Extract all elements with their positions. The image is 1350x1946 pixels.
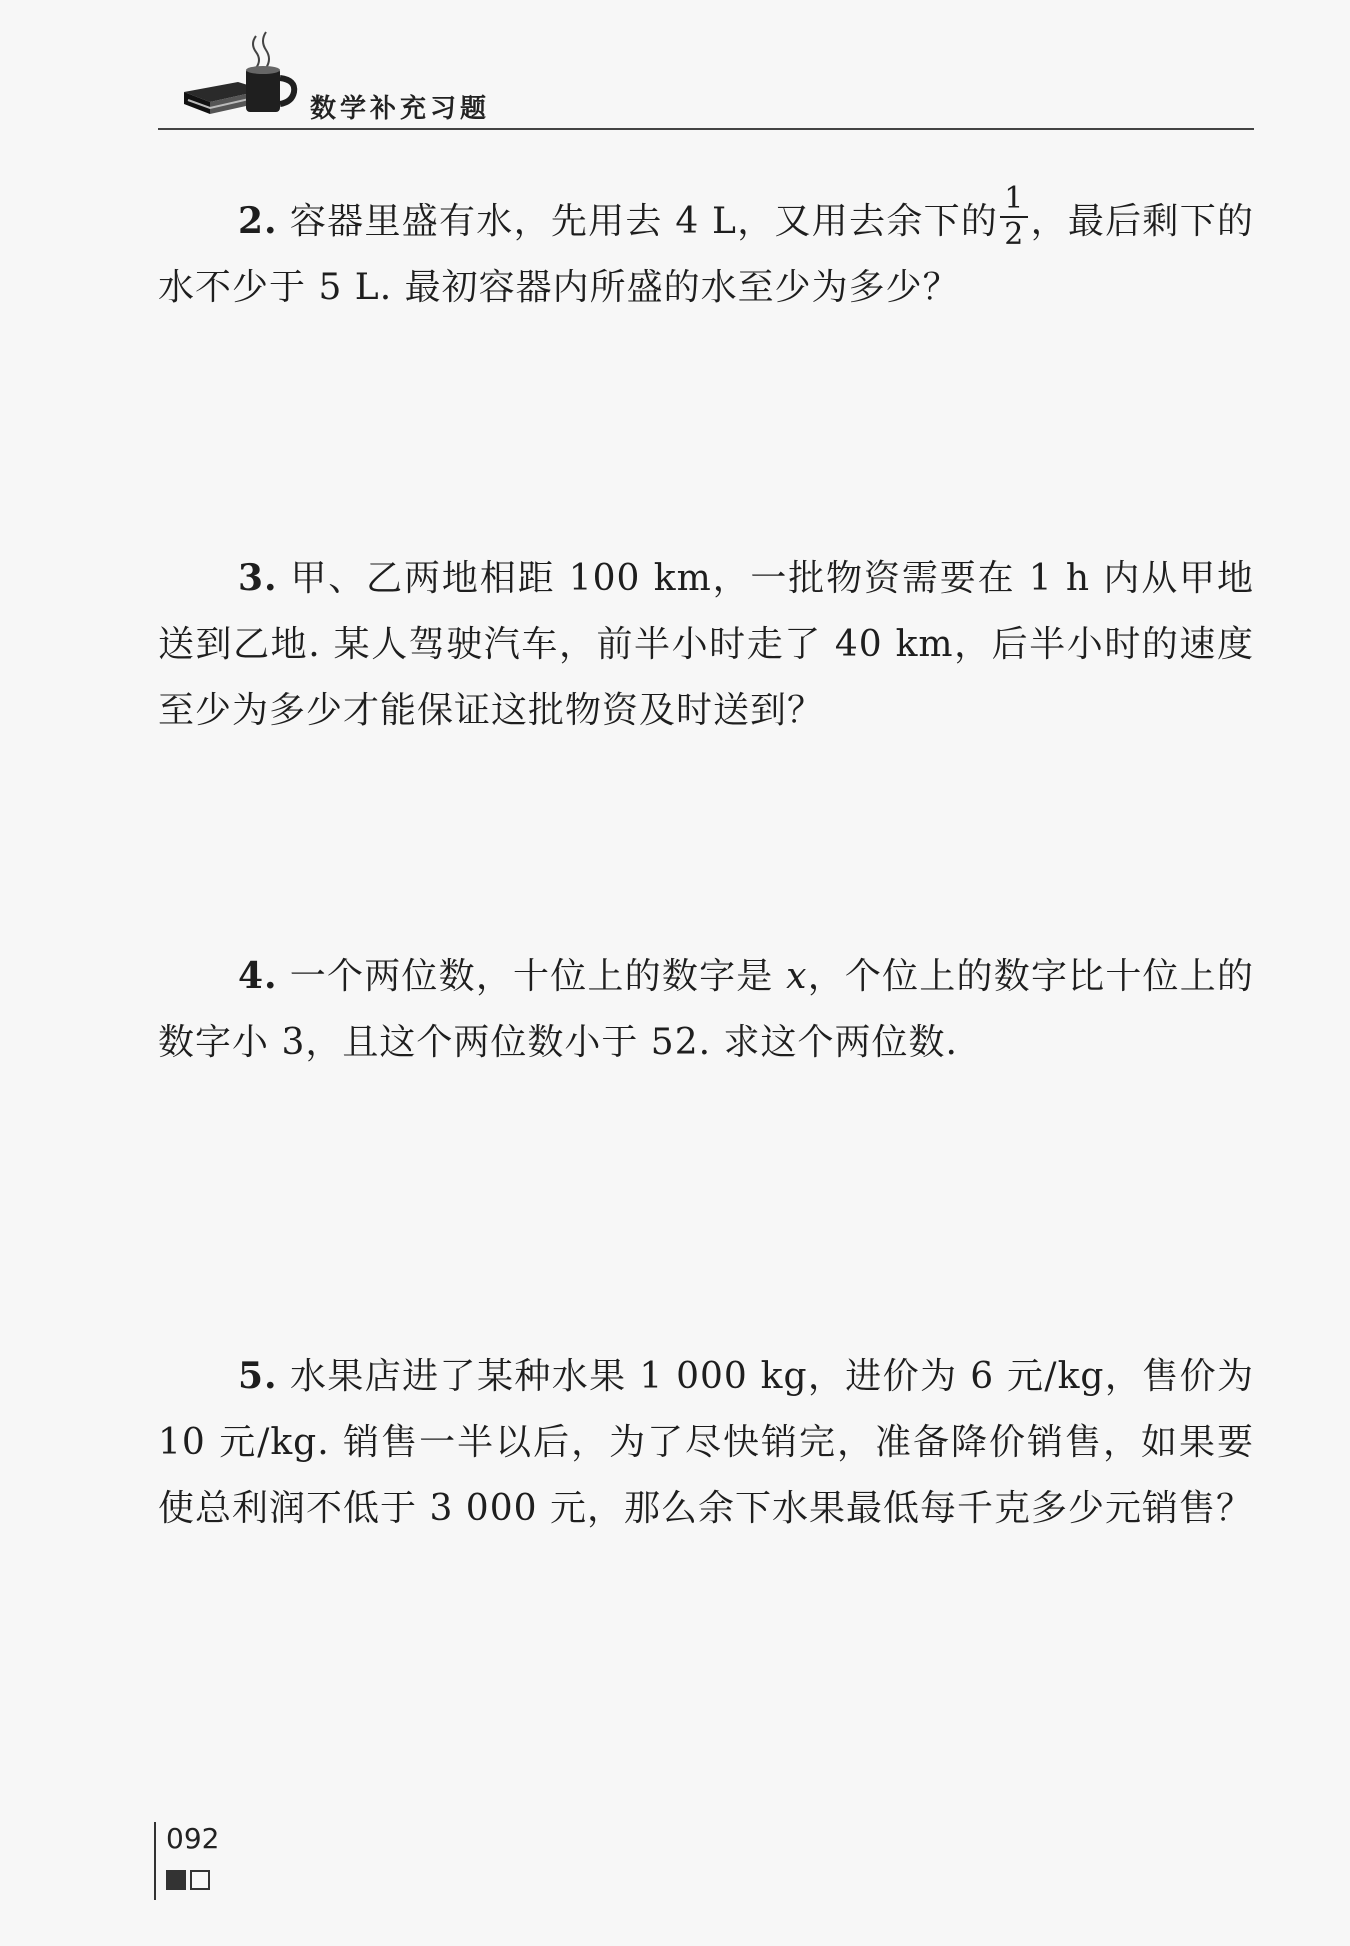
- fraction-one-half: [1000, 181, 1028, 252]
- page-number: 092: [166, 1822, 220, 1855]
- problem-number: 2.: [238, 200, 278, 242]
- problem-text: 一个两位数，十位上的数字是: [289, 956, 774, 997]
- variable-x: x: [786, 956, 808, 997]
- problem-text: 水果店进了某种水果 1 000 kg，进价为 6 元/kg，售价为 10 元/kg. 销售一半以后，为了尽快销完，准备降价销售，如果要使总利润不低于 3 000 元，那么余下水果最低每千克多少元销售？: [158, 1356, 1254, 1529]
- problem-4: [158, 943, 1254, 1076]
- fraction-numerator: 1: [1000, 184, 1028, 218]
- problem-3: [158, 545, 1254, 744]
- filled-square-icon: [166, 1870, 186, 1890]
- fraction-denominator: 2: [1004, 217, 1025, 252]
- footer-vertical-rule: [154, 1822, 156, 1900]
- problem-number: 3.: [238, 557, 278, 599]
- problem-5: [158, 1343, 1254, 1542]
- problem-number: 4.: [238, 955, 278, 997]
- problem-text: 容器里盛有水，先用去 4 L，又用去余下的: [289, 201, 999, 242]
- problem-2: [158, 181, 1254, 321]
- empty-square-icon: [190, 1870, 210, 1890]
- header-divider: [158, 128, 1254, 130]
- books-and-mug-icon: [180, 30, 310, 122]
- problem-text: 甲、乙两地相距 100 km，一批物资需要在 1 h 内从甲地送到乙地. 某人驾驶汽车，前半小时走了 40 km，后半小时的速度至少为多少才能保证这批物资及时送到？: [158, 558, 1254, 731]
- problem-text: ，最后剩下的水不少于 5 L. 最初容器内所盛的水至少为多少？: [158, 201, 1254, 308]
- book-title: 数学补充习题: [310, 94, 491, 124]
- page-header: [158, 30, 1254, 132]
- problem-number: 5.: [238, 1355, 278, 1397]
- problem-text: ，个位上的数字比十位上的数字小 3，且这个两位数小于 52. 求这个两位数.: [158, 956, 1254, 1063]
